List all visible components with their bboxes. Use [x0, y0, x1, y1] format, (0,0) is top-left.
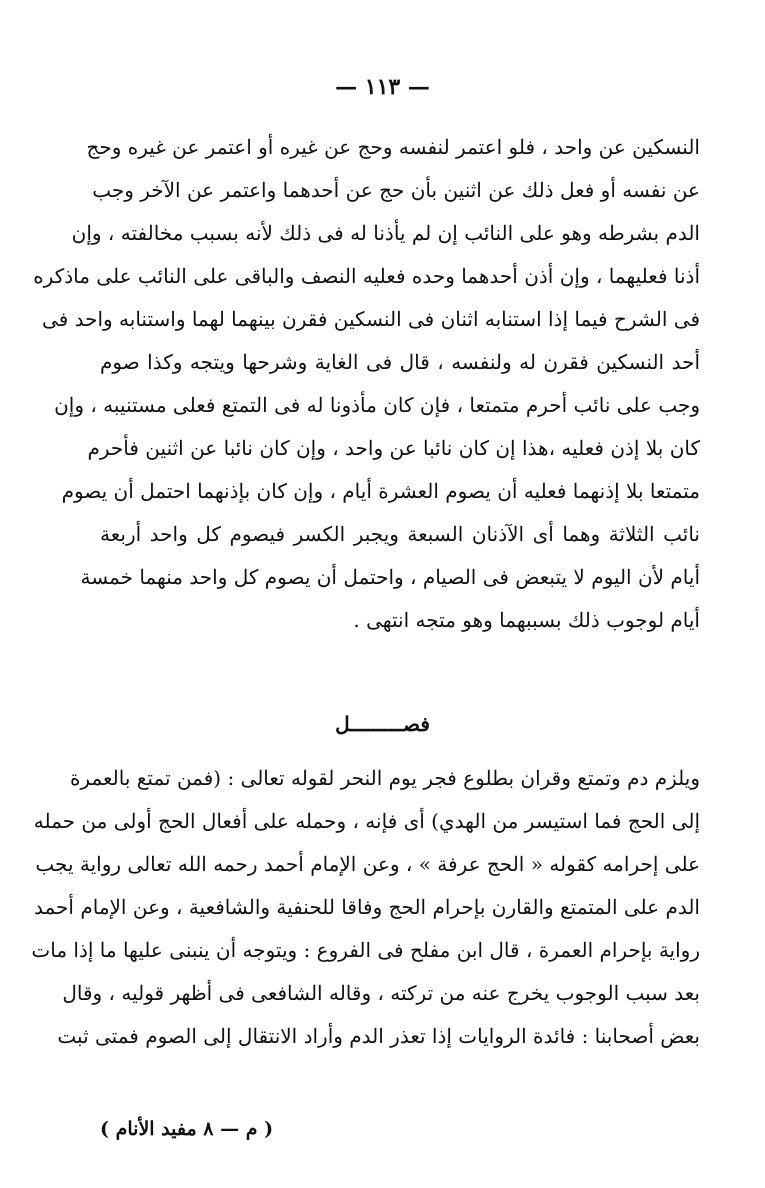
- text-line: رواية بإحرام العمرة ، قال ابن مفلح فى الفروع : ويتوجه أن ينبنى عليها ما إذا مات: [31, 938, 700, 962]
- text-line: متمتعا بلا إذنهما فعليه أن يصوم العشرة أيام ، وإن كان بإذنهما احتمل أن يصوم: [61, 479, 700, 503]
- text-line: نائب الثلاثة وهما أى الآذنان السبعة ويجبر الكسر فيصوم كل واحد أربعة: [100, 522, 700, 546]
- text-line: فى الشرح فيما إذا استنابه اثنان فى النسكين فقرن بينهما لهما واستنابه واحد فى: [42, 307, 700, 331]
- text-line: أيام لوجوب ذلك بسببهما وهو متجه انتهى .: [353, 608, 700, 632]
- text-line: وجب على نائب أحرم متمتعا ، فإن كان مأذونا له فى التمتع فعلى مستنيبه ، وإن: [54, 393, 700, 417]
- text-line: عن نفسه أو فعل ذلك عن اثنين بأن حج عن أحدهما واعتمر عن الآخر وجب: [92, 178, 700, 202]
- text-line: إلى الحج فما استيسر من الهدي) أى فإنه ، وحمله على أفعال الحج أولى من حمله: [33, 809, 700, 833]
- text-line: أذنا فعليهما ، وإن أذن أحدهما وحده فعليه النصف والباقى على النائب على ماذكره: [33, 264, 700, 288]
- text-line: بعض أصحابنا : فائدة الروايات إذا تعذر الدم وأراد الانتقال إلى الصوم فمتى ثبت: [57, 1024, 700, 1048]
- page-number: — ١١٣ —: [335, 74, 430, 100]
- text-line: كان بلا إذن فعليه ،هذا إن كان نائبا عن واحد ، وإن كان نائبا عن اثنين فأحرم: [87, 436, 700, 460]
- text-line: على إحرامه كقوله « الحج عرفة » ، وعن الإمام أحمد رحمه الله تعالى رواية يجب: [35, 852, 700, 876]
- text-line: بعد سبب الوجوب يخرج عنه من تركته ، وقاله الشافعى فى أظهر قوليه ، وقال: [62, 981, 700, 1005]
- paragraph-1: [33, 126, 700, 642]
- section-heading: فصـــــــــل: [335, 712, 430, 736]
- text-line: الدم على المتمتع والقارن بإحرام الحج وفاقا للحنفية والشافعية ، وعن الإمام أحمد: [34, 895, 700, 919]
- text-line: ويلزم دم وتمتع وقران بطلوع فجر يوم النحر لقوله تعالى : (فمن تمتع بالعمرة: [69, 766, 700, 790]
- text-line: الدم بشرطه وهو على النائب إن لم يأذنا له فى ذلك لأنه بسبب مخالفته ، وإن: [71, 221, 700, 245]
- text-line: أحد النسكين فقرن له ولنفسه ، قال فى الغاية وشرحها ويتجه وكذا صوم: [100, 350, 700, 374]
- text-line: النسكين عن واحد ، فلو اعتمر لنفسه وحج عن غيره أو اعتمر عن غيره وحج: [86, 135, 700, 159]
- paragraph-2: [31, 757, 700, 1058]
- footer-note: ( م — ٨ مفيد الأنام ): [100, 1118, 274, 1140]
- text-line: أيام لأن اليوم لا يتبعض فى الصيام ، واحتمل أن يصوم كل واحد منهما خمسة: [80, 565, 700, 589]
